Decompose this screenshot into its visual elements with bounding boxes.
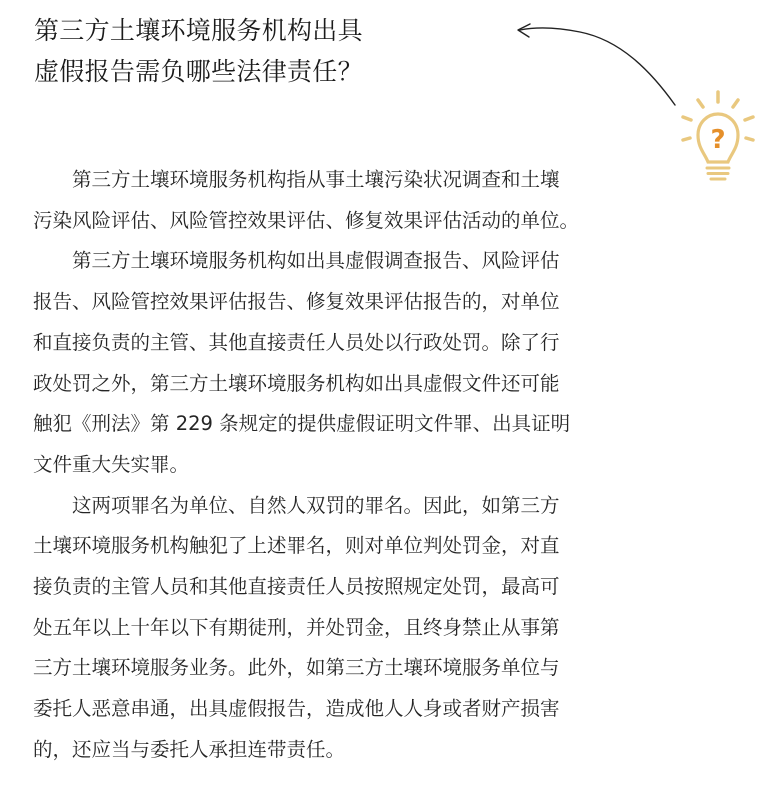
text-line: 这两项罪名为单位、自然人双罚的罪名。因此，如第三方: [33, 493, 560, 517]
curved-arrow-icon: [518, 24, 675, 105]
text-line: 触犯《刑法》第 229 条规定的提供虚假证明文件罪、出具证明: [33, 412, 571, 436]
text-line: 处五年以上十年以下有期徒刑，并处罚金，且终身禁止从事第: [33, 615, 560, 639]
text-line: 文件重大失实罪。: [33, 452, 190, 476]
text-line: 接负责的主管人员和其他直接责任人员按照规定处罚，最高可: [33, 575, 560, 599]
page-title: [34, 10, 454, 92]
text-line: 委托人恶意串通，出具虚假报告，造成他人人身或者财产损害: [33, 697, 560, 721]
text-line: 和直接负责的主管、其他直接责任人员处以行政处罚。除了行: [33, 330, 560, 354]
paragraph-penalties: [33, 486, 653, 771]
text-line: 污染风险评估、风险管控效果评估、修复效果评估活动的单位。: [33, 208, 580, 232]
text-line: 第三方土壤环境服务机构指从事土壤污染状况调查和土壤: [33, 168, 560, 191]
text-line: 第三方土壤环境服务机构如出具虚假调查报告、风险评估: [33, 249, 560, 273]
text-line: 政处罚之外，第三方土壤环境服务机构如出具虚假文件还可能: [33, 371, 560, 395]
text-line: 土壤环境服务机构触犯了上述罪名，则对单位判处罚金，对直: [33, 534, 560, 558]
paragraph-definition: [33, 160, 653, 241]
text-line: 的，还应当与委托人承担连带责任。: [33, 737, 346, 761]
text-line: 报告、风险管控效果评估报告、修复效果评估报告的，对单位: [33, 290, 560, 314]
title-line-1: 第三方土壤环境服务机构出具: [34, 16, 363, 45]
text-line: 三方土壤环境服务业务。此外，如第三方土壤环境服务单位与: [33, 656, 560, 680]
title-line-2: 虚假报告需负哪些法律责任？: [34, 57, 363, 86]
paragraph-liability: [33, 241, 653, 485]
article-body: [33, 160, 653, 771]
question-mark-icon: ?: [710, 125, 726, 155]
